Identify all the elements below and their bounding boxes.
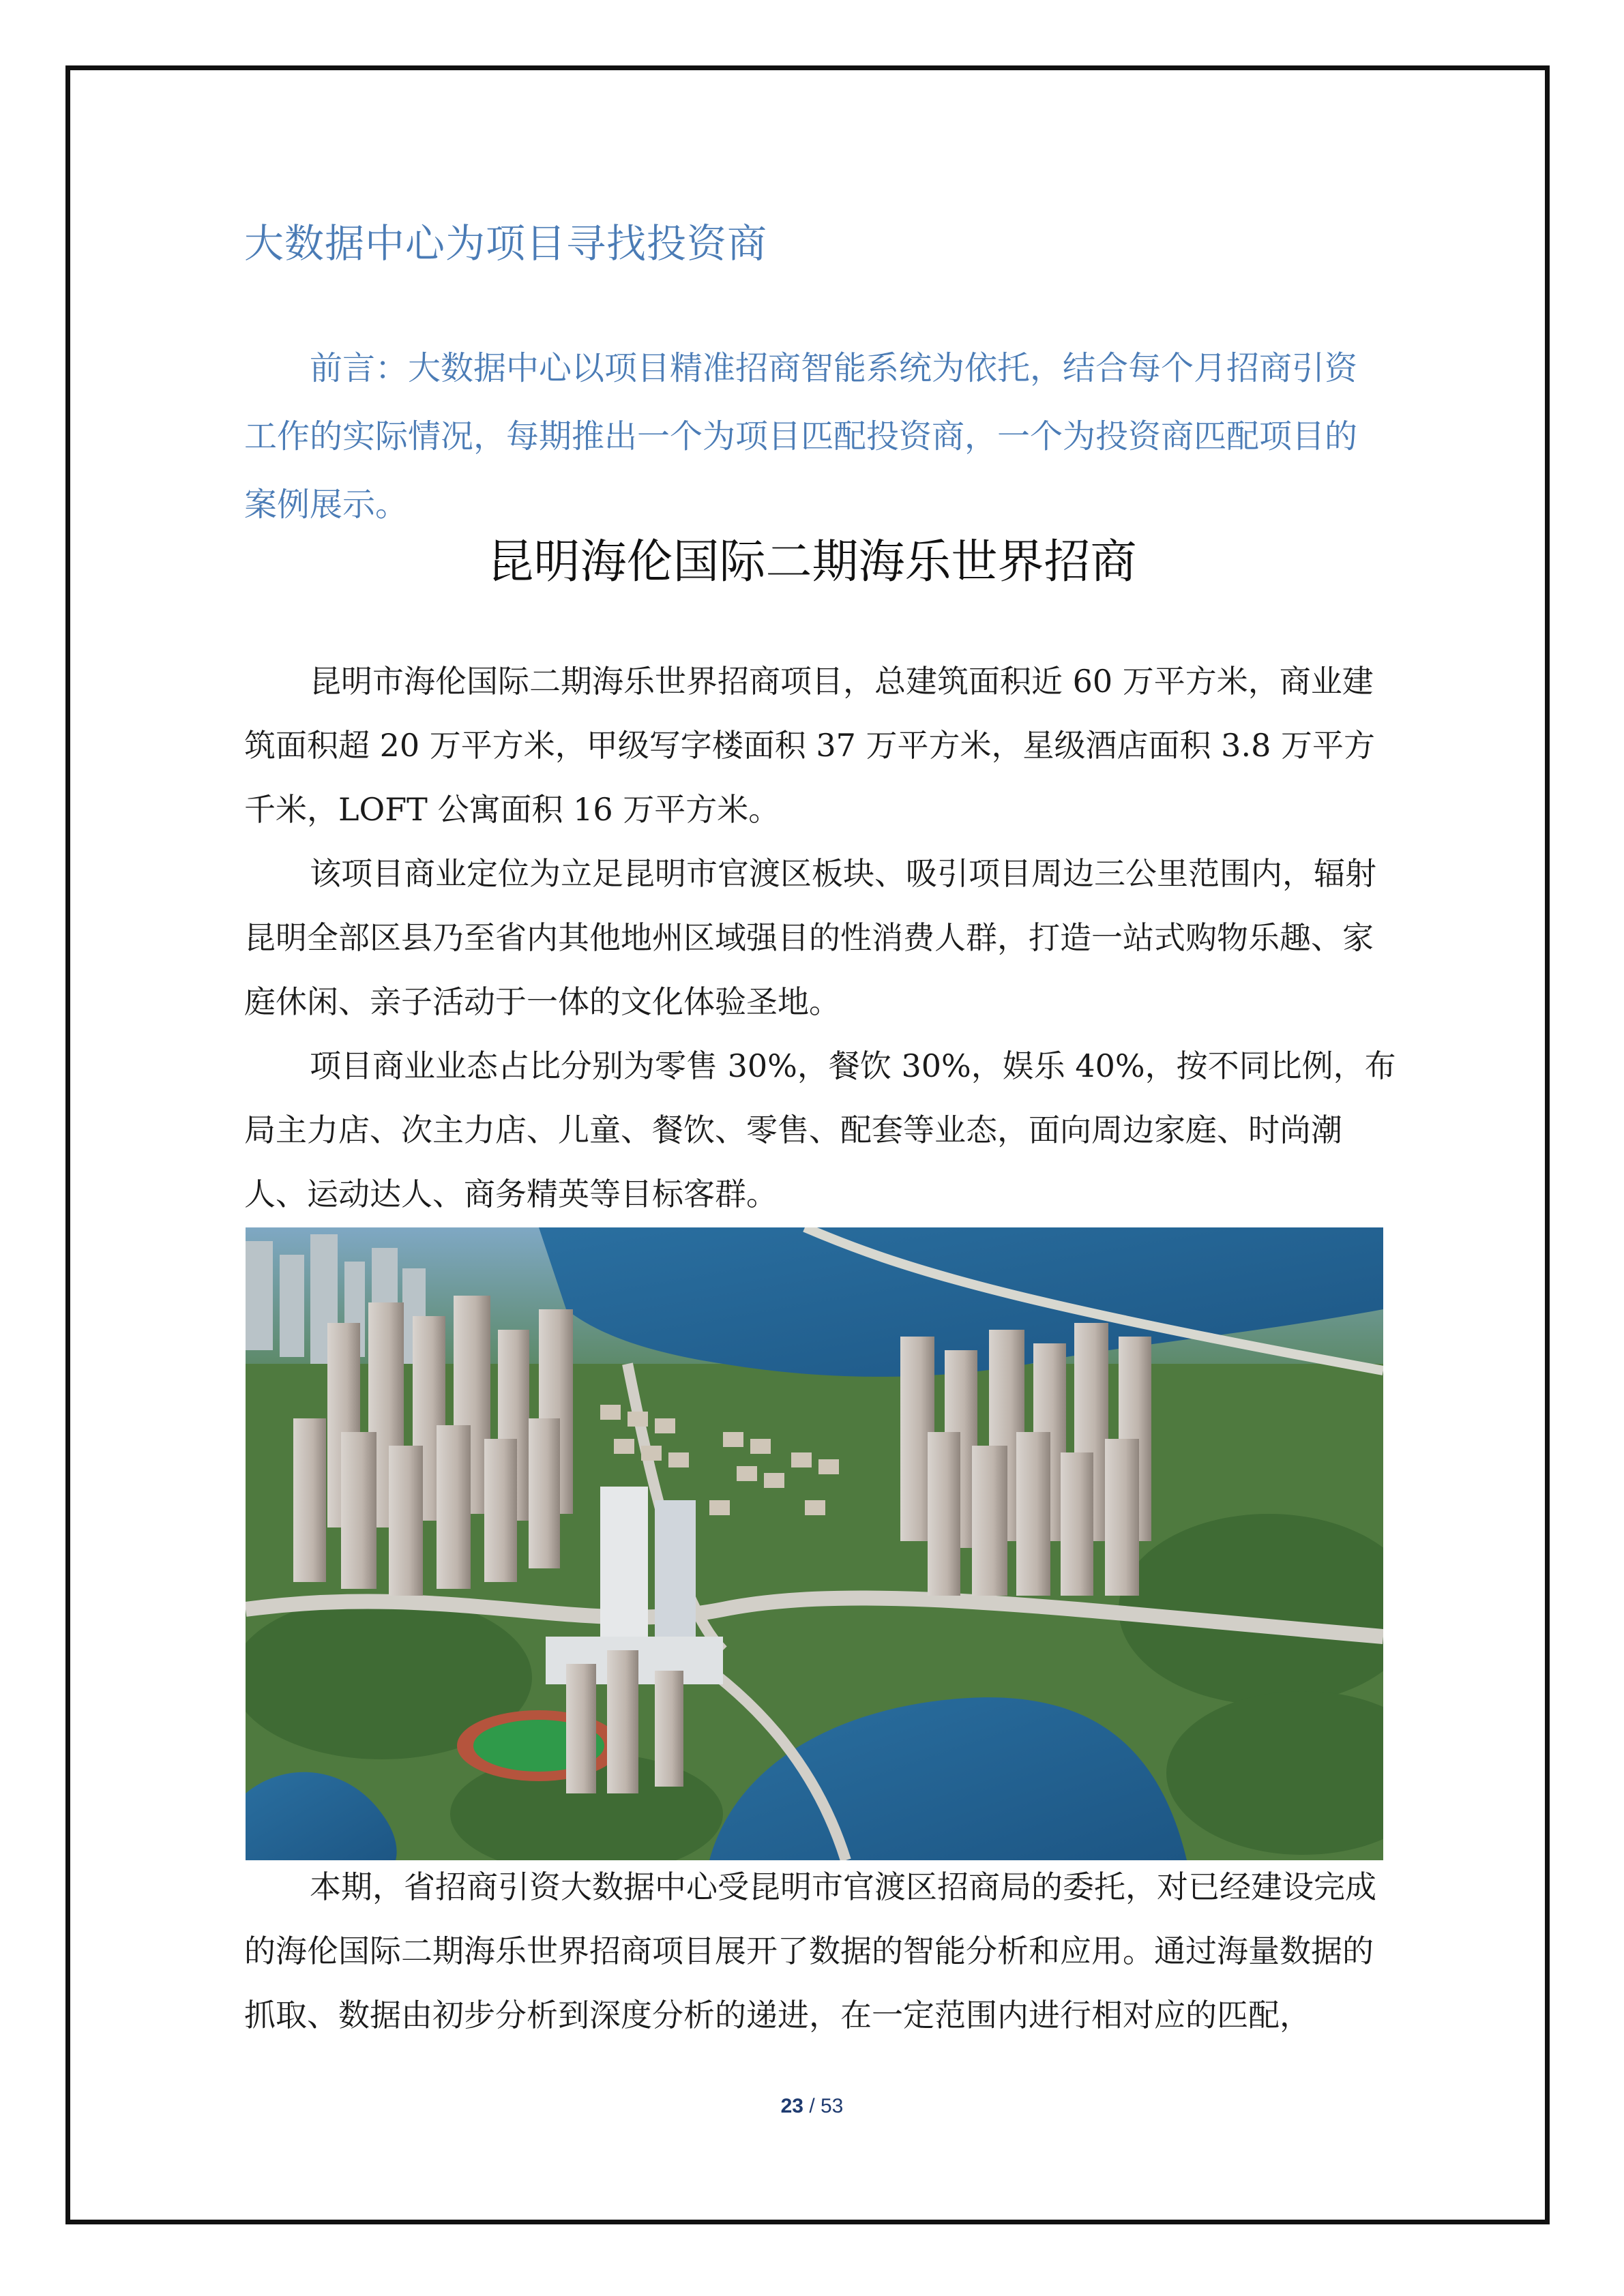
- page-separator: /: [803, 2095, 821, 2117]
- page-number: [0, 2095, 1624, 2118]
- section-heading: 大数据中心为项目寻找投资商: [244, 220, 768, 267]
- body-paragraph-3: 项目商业业态占比分别为零售 30%，餐饮 30%，娱乐 40%，按不同比例，布局主力店、次主力店、儿童、餐饮、零售、配套等业态，面向周边家庭、时尚潮人、运动达人、商务精英等目标客群。: [244, 1047, 1396, 1212]
- body-paragraph-2: 该项目商业定位为立足昆明市官渡区板块、吸引项目周边三公里范围内，辐射昆明全部区县乃至省内其他地州区域强目的性消费人群，打造一站式购物乐趣、家庭休闲、亲子活动于一体的文化体验圣地。: [244, 855, 1376, 1020]
- article-title: 昆明海伦国际二期海乐世界招商: [487, 535, 1137, 589]
- total-pages: 53: [821, 2095, 844, 2117]
- current-page: 23: [780, 2095, 803, 2117]
- body-paragraph-1: 昆明市海伦国际二期海乐世界招商项目，总建筑面积近 60 万平方米，商业建筑面积超 20 万平方米，甲级写字楼面积 37 万平方米，星级酒店面积 3.8 万平方千米，LOFT 公寓面积 16 万平方米。: [244, 663, 1375, 828]
- preface-paragraph: 前言：大数据中心以项目精准招商智能系统为依托，结合每个月招商引资工作的实际情况，每期推出一个为项目匹配投资商，一个为投资商匹配项目的案例展示。: [244, 349, 1358, 524]
- aerial-rendering-image: [246, 1227, 1383, 1860]
- body-paragraph-4: 本期，省招商引资大数据中心受昆明市官渡区招商局的委托，对已经建设完成的海伦国际二期海乐世界招商项目展开了数据的智能分析和应用。通过海量数据的抓取、数据由初步分析到深度分析的递进，在一定范围内进行相对应的匹配，: [244, 1868, 1376, 2033]
